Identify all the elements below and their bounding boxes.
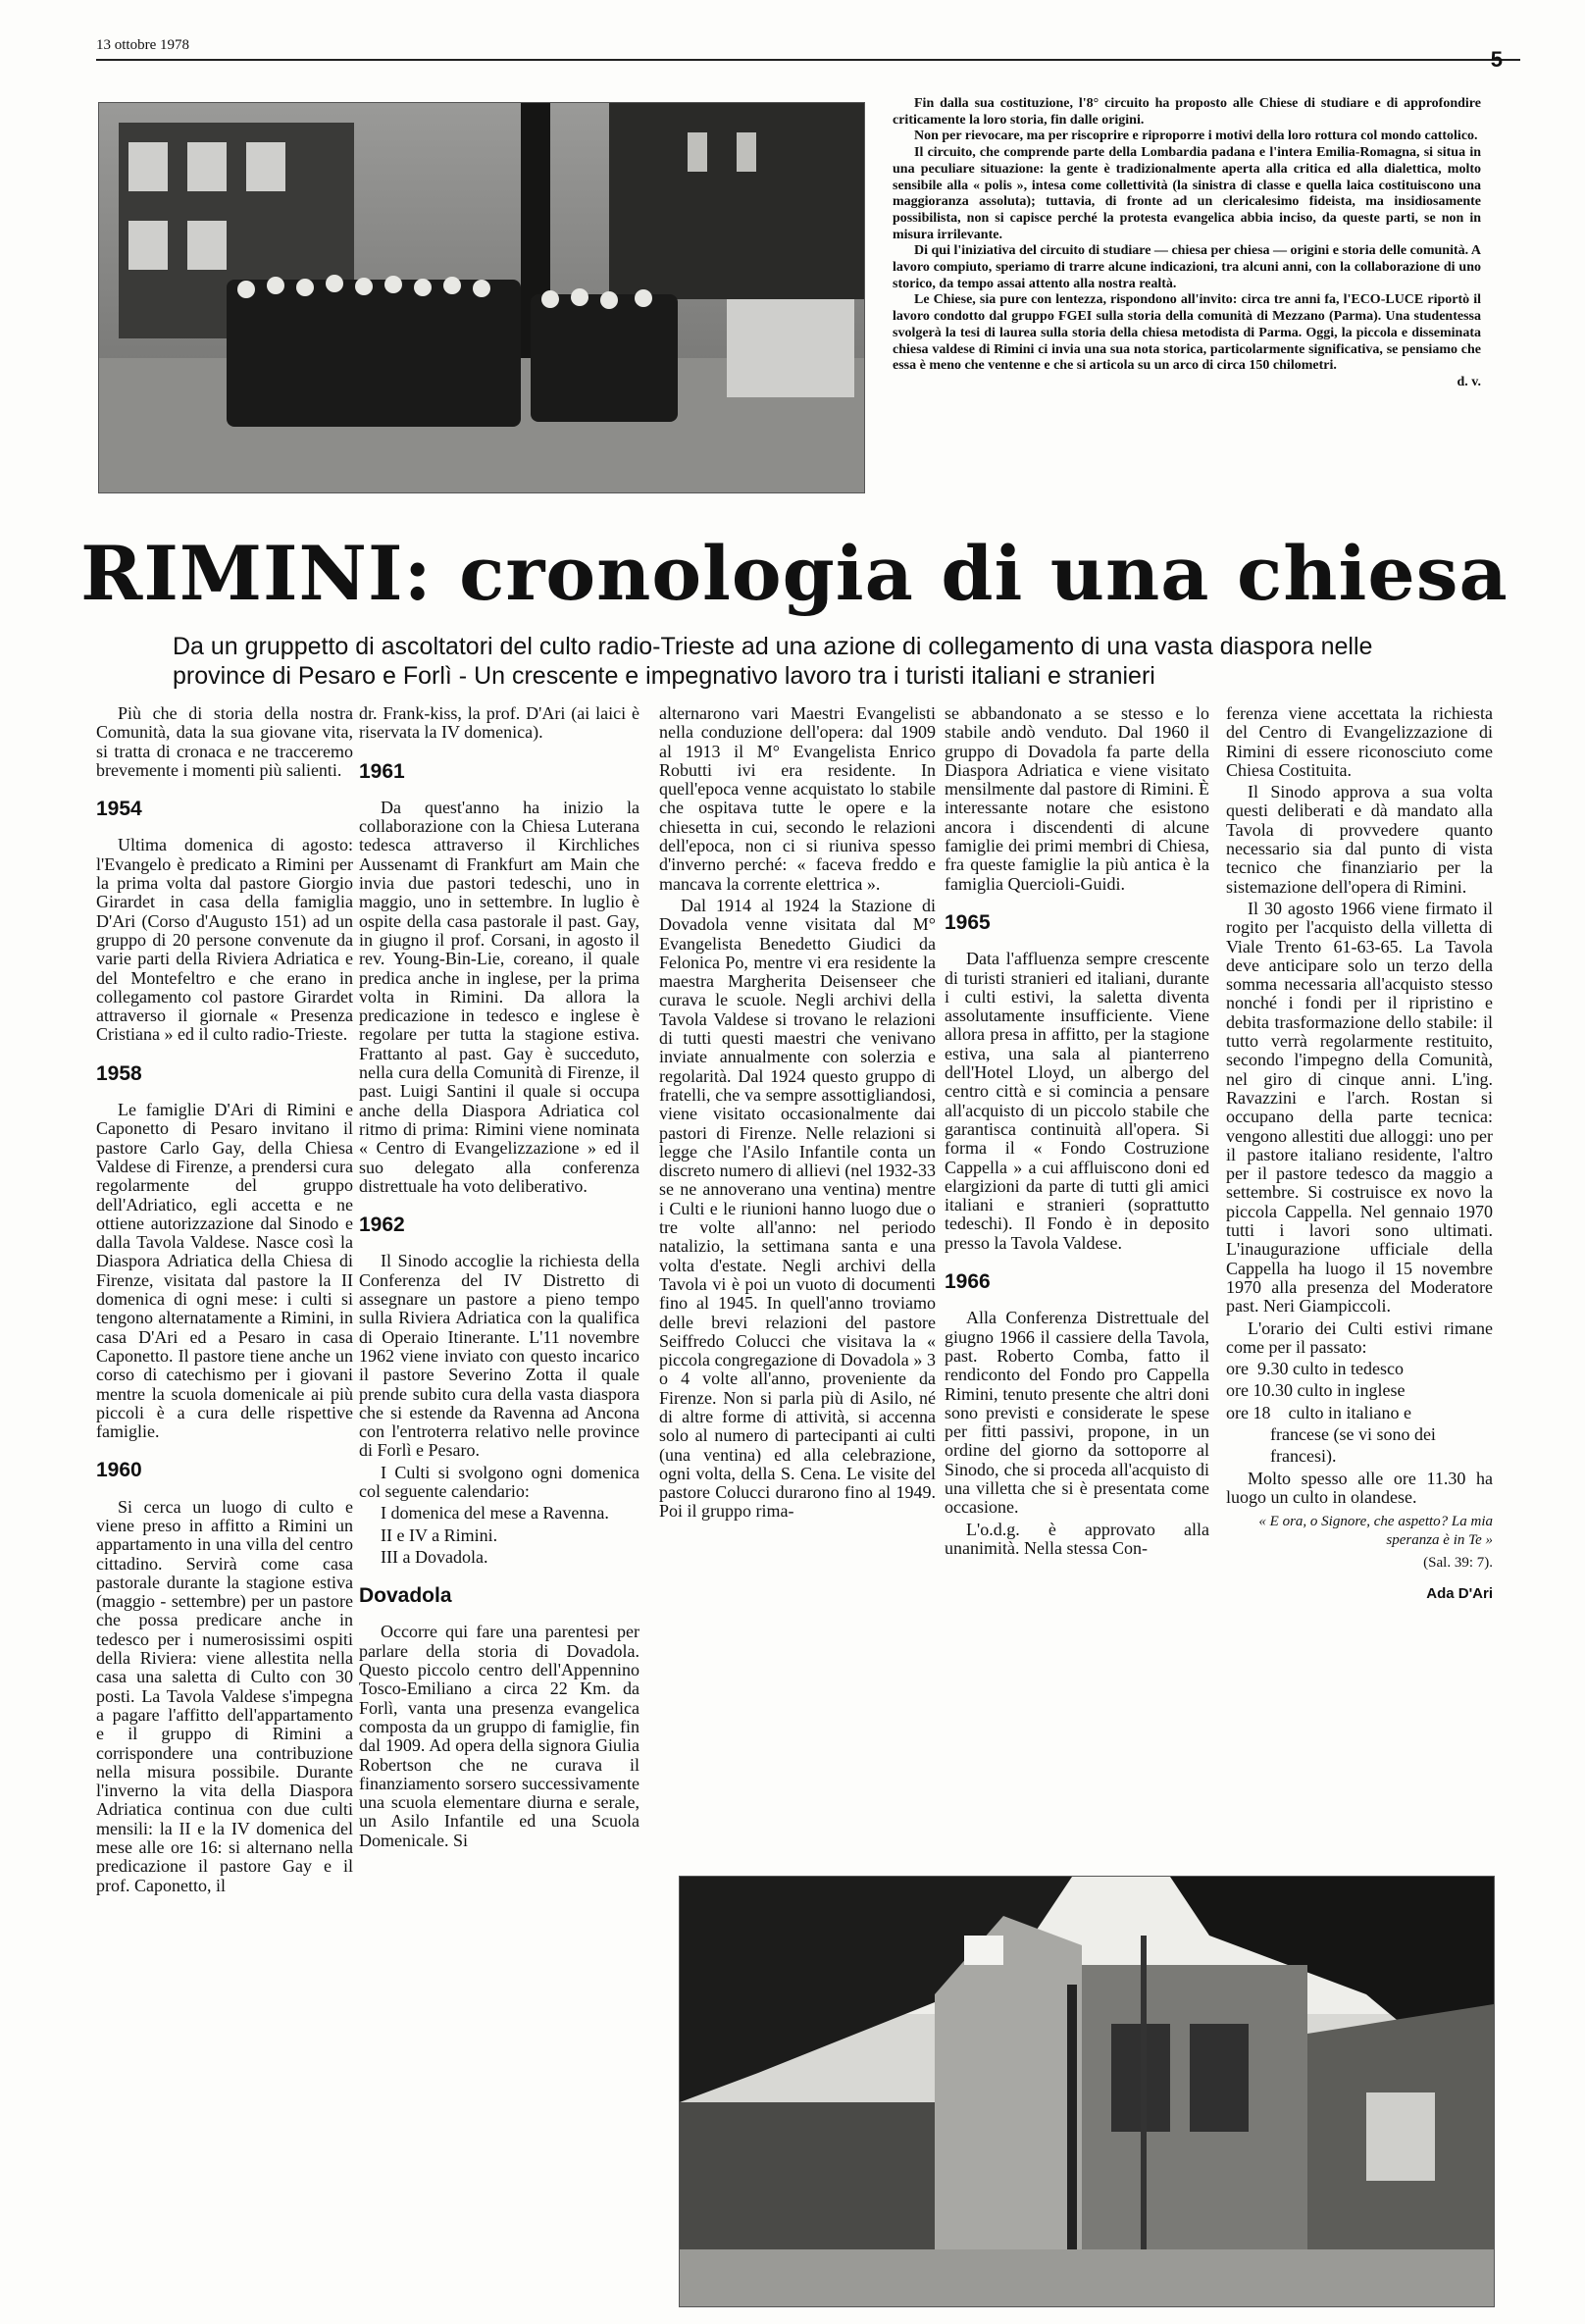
chapel-photo-image [680, 1877, 1494, 2306]
intro-paragraph: Non per rievocare, ma per riscoprire e riproporre i motivi della loro rottura col mondo cattolico. [914, 129, 1478, 144]
section-heading-1966: 1966 [945, 1270, 991, 1294]
article-paragraph: Il 30 agosto 1966 viene firmato il rogito per l'acquisto della villetta di Viale Trento 61-63-65. La Tavola deve anticipare solo un terzo della somma necessaria all'acquisto stesso nonché i fondi per il ripristino e debita trasformazione dello stabile: il tutto verrà regolarmente restituito, secondo l'impegno della Comunità, nel giro di cinque anni. L'ing. Ravazzini e l'arch. Rostan si occupano della parte tecnica: vengono allestiti due alloggi: uno per il pastore italiano residente, l'altro per il pastore tedesco da maggio a settembre. Si costruisce ex novo la piccola Cappella. Nel gennaio 1970 tutti i lavori sono ultimati. L'inaugurazione ufficiale della Cappella ha luogo il 15 novembre 1970 alla presenza del Moderatore past. Neri Giampiccoli. [1226, 898, 1493, 1317]
intro-paragraph: Il circuito, che comprende parte della Lombardia padana e l'intera Emilia-Romagna, si situa in una peculiare situazione: la gente è tradizionalmente aperta alla critica ed alla dialettica, molto sensibile alla « polis », intesa come collettività (la sinistra di classe e quella laica costituiscono una maggioranza assoluta); tuttavia, di fronte ad un clericalesimo fideista, ma insidiosamente possibilista, non si capisce perché la protesta evangelica abbia inciso, da queste parti, se non in misura irrilevante. [893, 145, 1481, 242]
article-paragraph: alternarono vari Maestri Evangelisti nella conduzione dell'opera: dal 1909 al 1913 il M° Evangelista Enrico Robutti ivi era residente. In quell'epoca venne acquistato lo stabile che ospitava tutte le opere e la chiesetta in cui, secondo le relazioni dell'epoca, non ci si riuniva spesso d'inverno perché: « faceva freddo e mancava la corrente elettrica ». [659, 703, 936, 894]
section-heading-1965: 1965 [945, 910, 991, 934]
article-paragraph: L'o.d.g. è approvato alla unanimità. Nella stessa Con- [945, 1519, 1209, 1558]
article-paragraph: L'orario dei Culti estivi rimane come per il passato: [1226, 1317, 1493, 1357]
article-column-2 [359, 704, 639, 1853]
group-photo [98, 102, 865, 493]
article-paragraph: Si cerca un luogo di culto e viene preso in affitto a Rimini un appartamento in una villa del centro cittadino. Servirà come casa pastorale durante la stagione estiva (maggio - settembre) per un pastore che possa predicare anche in tedesco per i numerosissimi ospiti della Riviera: viene allestita nella casa una saletta di Culto con 30 posti. La Tavola Valdese s'impegna a pagare l'affitto dell'appartamento e il gruppo di Rimini a corrispondere una contribuzione nella misura possibile. Durante l'inverno la vita della Diaspora Adriatica continua con due culti mensili: la II e la IV domenica del mese alle ore 16: si alternano nella predicazione il pastore Gay e il prof. Caponetto, il [96, 1496, 353, 1895]
header-rule [96, 59, 1520, 61]
article-paragraph: I Culti si svolgono ogni domenica col seguente calendario: [359, 1462, 639, 1501]
article-paragraph: Da quest'anno ha inizio la collaborazione con la Chiesa Luterana tedesca attraverso il Kirchliches Aussenamt di Frankfurt am Main che invia due pastori tedeschi, uno in maggio, uno in settembre. In luglio è ospite della casa pastorale il past. Gay, in giugno il prof. Corsani, in agosto il rev. Young-Bin-Lie, coreano, il quale predica anche in inglese, per la prima volta in Rimini. Da allora la predicazione in tedesco e inglese è regolare per tutta la stagione estiva. Frattanto al past. Gay è succeduto, nella cura della Comunità di Firenze, il past. Luigi Santini il quale si occupa anche della Diaspora Adriatica col ritmo di prima: Rimini viene nominata « Centro di Evangelizzazione » ed il suo delegato alla conferenza distrettuale ha voto deliberativo. [359, 797, 639, 1196]
section-heading-dovadola: Dovadola [359, 1584, 452, 1608]
article-column-4 [945, 704, 1209, 1561]
page-number: 5 [1490, 47, 1503, 72]
article-paragraph: Dal 1914 al 1924 la Stazione di Dovadola venne visitata dal M° Evangelista Benedetto Giudici da Felonica Po, mentre vi era residente la maestra Margherita Deisenseer che curava le scuole. Negli archivi della Tavola Valdese si trovano le relazioni di tutti questi maestri che venivano inviate annualmente con solerzia e regolarità. Dal 1924 questo gruppo di fratelli, che va sempre assottigliandosi, viene visitato occasionalmente dai pastori di Firenze. Nelle relazioni si legge che l'Asilo Infantile conta un discreto numero di allievi (nel 1932-33 se ne annoverano una ventina) mentre i Culti e le riunioni hanno luogo due o tre volte all'anno: nel periodo natalizio, la settimana santa e una volta d'estate. Negli archivi della Tavola vi è poi un vuoto di documenti fino al 1945. In quell'anno troviamo delle brevi relazioni del pastore Seiffredo Colucci che visitava la « piccola congregazione di Dovadola » 3 o 4 volte all'anno, proveniente da Firenze. Non si parla più di Asilo, né di altre forme di attività, si accenna solo al numero di partecipanti ai culti (una ventina) ed alla celebrazione, ogni volta, della S. Cena. Le visite del pastore Colucci durarono fino al 1949. Poi il gruppo rima- [659, 895, 936, 1522]
article-paragraph: Il Sinodo approva a sua volta questi deliberati e dà mandato alla Tavola di provvedere quanto necessario sia dal punto di vista tecnico che finanziario per la sistemazione dell'opera di Rimini. [1226, 782, 1493, 897]
article-paragraph: ferenza viene accettata la richiesta del Centro di Evangelizzazione di Rimini di essere riconosciuto come Chiesa Costituita. [1226, 703, 1493, 780]
bible-verse-reference: (Sal. 39: 7). [1423, 1554, 1493, 1571]
section-heading-1960: 1960 [96, 1459, 142, 1482]
calendar-line: I domenica del mese a Ravenna. [381, 1503, 609, 1524]
intro-note [893, 96, 1481, 391]
schedule-line: francese (se vi sono dei [1226, 1423, 1436, 1444]
issue-date: 13 ottobre 1978 [96, 37, 189, 53]
bible-verse: « E ora, o Signore, che aspetto? La mia speranza è in Te » [1258, 1514, 1493, 1549]
group-photo-image [99, 103, 864, 492]
schedule-line: francesi). [1226, 1446, 1337, 1467]
author-signature: Ada D'Ari [1426, 1585, 1493, 1603]
article-paragraph: Molto spesso alle ore 11.30 ha luogo un culto in olandese. [1226, 1468, 1493, 1507]
schedule-line: ore 10.30 culto in inglese [1226, 1380, 1406, 1401]
article-column-1 [96, 704, 353, 1898]
article-paragraph: Il Sinodo accoglie la richiesta della Conferenza del IV Distretto di assegnare un pastore a pieno tempo sulla Riviera Adriatica con la qualifica di Operaio Itinerante. L'11 novembre 1962 viene inviato con questo incarico il pastore Severino Zotta il quale prende subito cura della vasta diaspora che si estende da Ravenna ad Ancona con l'entroterra relativo nelle province di Forlì e Pesaro. [359, 1251, 639, 1461]
article-paragraph: dr. Frank-kiss, la prof. D'Ari (ai laici è riservata la IV domenica). [359, 703, 639, 743]
article-paragraph: Data l'affluenza sempre crescente di turisti stranieri ed italiani, durante i culti estivi, la saletta diventa assolutamente insufficiente. Viene allora presa in affitto, per la stagione estiva, una sala al pianterreno dell'Hotel Lloyd, un albergo del centro città e si comincia a pensare all'acquisto di un piccolo stabile che garantisca continuità all'opera. Si forma il « Fondo Costruzione Cappella » a cui affluiscono doni ed elargizioni da parte di tutti gli amici italiani e stranieri (soprattutto tedeschi). Il Fondo è in deposito presso la Tavola Valdese. [945, 949, 1209, 1253]
intro-paragraph: Fin dalla sua costituzione, l'8° circuito ha proposto alle Chiese di studiare e di approfondire criticamente la loro storia, fin dalle origini. [893, 96, 1481, 128]
schedule-line: ore 18 culto in italiano e [1226, 1402, 1411, 1422]
article-paragraph: Più che di storia della nostra Comunità, data la sua giovane vita, si tratta di cronaca e ne tracceremo brevemente i momenti più salienti. [96, 703, 353, 780]
article-paragraph: se abbandonato a se stesso e lo stabile andò venduto. Dal 1960 il gruppo di Dovadola fa parte della Diaspora Adriatica e viene visitato mensilmente dal pastore di Rimini. È interessante notare che esistono ancora i discendenti di alcune famiglie dei primi membri di Chiesa, fra queste famiglie la più antica è la famiglia Quercioli-Guidi. [945, 703, 1209, 894]
article-paragraph: Ultima domenica di agosto: l'Evangelo è predicato a Rimini per la prima volta dal pastore Giorgio Girardet in casa della famiglia D'Ari (Corso d'Augusto 151) ad un gruppo di 20 persone convenute da varie parti della Riviera Adriatica e del Montefeltro e che erano in collegamento col pastore Girardet attraverso il giornale « Presenza Cristiana » ed il culto radio-Trieste. [96, 835, 353, 1045]
article-paragraph: Le famiglie D'Ari di Rimini e Caponetto di Pesaro invitano il pastore Carlo Gay, della Chiesa Valdese di Firenze, a prendersi cura regolarmente del gruppo dell'Adriatico, egli accetta e ne ottiene autorizzazione dal Sinodo e dalla Tavola Valdese. Nasce così la Diaspora Adriatica della Chiesa di Firenze, visitata dal pastore la II domenica di ogni mese: i culti si tengono alternatamente a Rimini, in casa D'Ari ed a Pesaro in casa Caponetto. Il pastore tiene anche un corso di catechismo per i giovani mentre la scuola domenicale ai più piccoli è a cura delle rispettive famiglie. [96, 1100, 353, 1442]
subtitle: Da un gruppetto di ascoltatori del culto radio-Trieste ad una azione di collegamento di una vasta diaspora nelle province di Pesaro e Forlì - Un crescente e impegnativo lavoro tra i turisti italiani e stranieri [173, 633, 1373, 690]
section-heading-1958: 1958 [96, 1061, 142, 1085]
section-heading-1961: 1961 [359, 759, 405, 783]
chapel-photo [679, 1876, 1495, 2307]
article-column-5 [1226, 704, 1493, 1606]
calendar-line: III a Dovadola. [381, 1546, 488, 1567]
schedule-line: ore 9.30 culto in tedesco [1226, 1359, 1404, 1379]
intro-paragraph: Le Chiese, sia pure con lentezza, rispondono all'invito: circa tre anni fa, l'ECO-LUCE riportò il lavoro condotto dal gruppo FGEI sulla storia della comunità di Mezzano (Parma). Una studentessa svolgerà la tesi di laurea sulla storia della chiesa metodista di Parma. Oggi, la piccola e disseminata chiesa valdese di Rimini ci invia una sua nota storica, particolarmente significativa, se pensiamo che essa è meno che ventenne e che si articola su un arco di circa 150 chilometri. [893, 292, 1481, 374]
intro-signature: d. v. [1457, 374, 1481, 389]
article-paragraph: Occorre qui fare una parentesi per parlare della storia di Dovadola. Questo piccolo centro dell'Appennino Tosco-Emiliano a circa 22 Km. da Forlì, vanta una presenza evangelica composta da un gruppo di famiglie, fin dal 1909. Ad opera della signora Giulia Robertson che ne curava il finanziamento sorsero successivamente una scuola elementare diurna e serale, un Asilo Infantile ed una Scuola Domenicale. Si [359, 1622, 639, 1850]
intro-paragraph: Di qui l'iniziativa del circuito di studiare — chiesa per chiesa — origini e storia delle comunità. A lavoro compiuto, speriamo di trarre alcune indicazioni, tra alcuni anni, con la collaborazione di uno storico, da tempo assai attento alla nostra realtà. [893, 243, 1481, 291]
headline: RIMINI: cronologia di una chiesa [80, 530, 1508, 617]
section-heading-1962: 1962 [359, 1214, 405, 1237]
calendar-line: II e IV a Rimini. [381, 1524, 498, 1545]
article-column-3 [659, 704, 936, 1524]
article-paragraph: Alla Conferenza Distrettuale del giugno 1966 il cassiere della Tavola, past. Roberto Comba, fatto il rendiconto del Fondo pro Cappella Rimini, tenuto presente che altri doni sono previsti e considerate le spese per fitti passivi, propone, in un ordine del giorno da sottoporre al Sinodo, che si proceda all'acquisto di una villetta che si è presentata come occasione. [945, 1308, 1209, 1518]
section-heading-1954: 1954 [96, 798, 142, 821]
